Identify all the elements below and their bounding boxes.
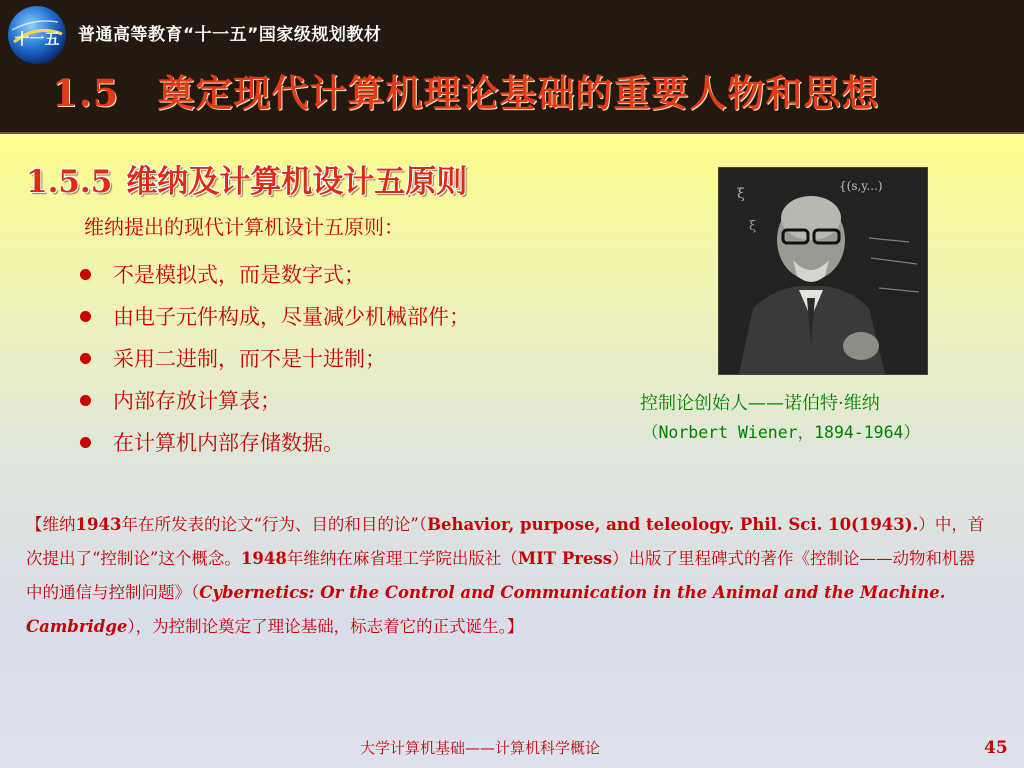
section-title-text: 奠定现代计算机理论基础的重要人物和思想	[157, 71, 880, 115]
section-title	[52, 64, 1002, 122]
principle-item	[80, 337, 470, 379]
page-number: 45	[984, 738, 1008, 758]
photo-caption-title: 控制论创始人——诺伯特·维纳	[640, 393, 880, 414]
principle-text: 采用二进制，而不是十进制；	[113, 347, 386, 371]
photo-caption-name: （Norbert Wiener，1894-1964）	[642, 423, 920, 442]
subsection-title-text: 维纳及计算机设计五原则	[126, 164, 468, 200]
svg-text:ξ: ξ	[749, 219, 757, 234]
slide-header	[0, 0, 1024, 132]
norbert-wiener-photo	[718, 167, 928, 375]
principle-text: 不是模拟式，而是数字式；	[113, 263, 365, 287]
principles-intro: 维纳提出的现代计算机设计五原则：	[84, 215, 404, 239]
principle-item	[80, 421, 470, 463]
series-title: 普通高等教育“十一五”国家级规划教材	[78, 25, 382, 45]
principles-list	[80, 253, 470, 463]
bullet-icon	[80, 269, 91, 280]
bullet-icon	[80, 311, 91, 322]
principle-item	[80, 379, 470, 421]
footer-course-title: 大学计算机基础——计算机科学概论	[360, 739, 601, 757]
blackboard-text: {(s,y...)	[839, 179, 883, 193]
logo-text: 十一五	[14, 30, 60, 48]
subsection-number: 1.5.5	[26, 164, 113, 200]
subsection-title	[26, 156, 467, 201]
principle-item	[80, 295, 470, 337]
bullet-icon	[80, 353, 91, 364]
svg-text:ξ: ξ	[737, 186, 745, 202]
section-number: 1.5	[52, 71, 120, 115]
bullet-icon	[80, 395, 91, 406]
header-divider	[0, 132, 1024, 134]
principle-text: 在计算机内部存储数据。	[113, 431, 344, 455]
principle-text: 内部存放计算表；	[113, 389, 281, 413]
cybernetics-paragraph: 【维纳1943年在所发表的论文“行为、目的和目的论”（Behavior, purpose, and teleology. Phil. Sci. 10(1943).）中，首次提出了“控制论”这个概念。1948年维纳在麻省理工学院出版社（MIT Press）出版了里程碑式的著作《控制论——动物和机器中的通信与控制问题》（Cybernetics: Or the Control and Communication in the Animal and the Machine. Cambridge），为控制论奠定了理论基础，标志着它的正式诞生。】	[26, 515, 985, 636]
principle-item	[80, 253, 470, 295]
bullet-icon	[80, 437, 91, 448]
principle-text: 由电子元件构成，尽量减少机械部件；	[113, 305, 470, 329]
eleventh-five-year-plan-logo	[6, 4, 68, 66]
